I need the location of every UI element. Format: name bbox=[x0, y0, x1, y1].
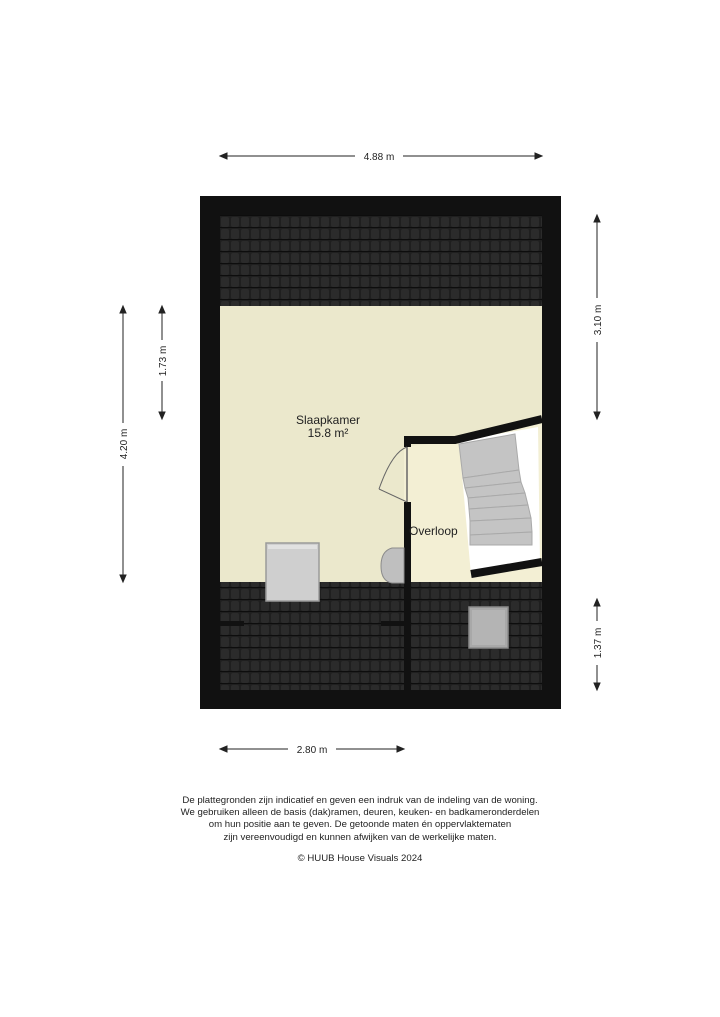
overloop-label: Overloop bbox=[409, 524, 458, 538]
slaapkamer-area: 15.8 m² bbox=[307, 426, 349, 440]
dim-total-width: 4.88 m bbox=[363, 152, 395, 163]
dim-total-depth: 4.20 m bbox=[119, 428, 130, 460]
dim-bottom-width: 2.80 m bbox=[296, 745, 328, 756]
dim-right-bottom: 1.37 m bbox=[593, 627, 604, 659]
disclaimer-line: om hun positie aan te geven. De getoonde maten én oppervlaktematen bbox=[208, 819, 512, 831]
wall-stub-left bbox=[220, 621, 244, 626]
disclaimer bbox=[120, 795, 600, 844]
box-inner bbox=[472, 610, 505, 645]
disclaimer-line: We gebruiken alleen de basis (dak)ramen, deuren, keuken- en badkameronderdelen bbox=[180, 807, 540, 819]
cabinet-top bbox=[268, 545, 317, 549]
disclaimer-line: zijn vereenvoudigd en kunnen afwijken van de werkelijke maten. bbox=[223, 831, 497, 843]
copyright: © HUUB House Visuals 2024 bbox=[297, 853, 423, 864]
slaapkamer-label: Slaapkamer bbox=[295, 413, 361, 427]
sink-icon bbox=[381, 548, 404, 583]
dim-right-top: 3.10 m bbox=[593, 304, 604, 336]
wall-stub-mid bbox=[381, 621, 405, 626]
dim-left-inner: 1.73 m bbox=[158, 345, 169, 377]
disclaimer-line: De plattegronden zijn indicatief en geven een indruk van de indeling van de woning. bbox=[182, 795, 538, 806]
cabinet bbox=[266, 543, 319, 601]
